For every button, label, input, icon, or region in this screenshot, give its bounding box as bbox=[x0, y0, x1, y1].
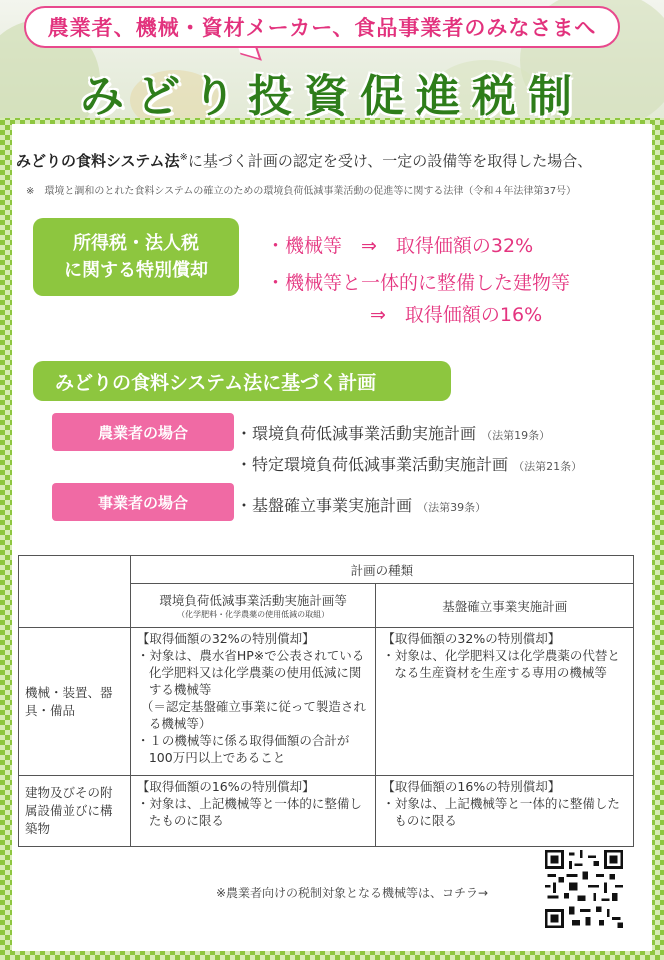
tax-type-line1: 所得税・法人税 bbox=[73, 233, 199, 254]
benefit-machinery: ・機械等 ⇒ 取得価額の32% bbox=[266, 235, 534, 257]
business-plan-text: ・基盤確立事業実施計画 bbox=[236, 496, 413, 515]
business-label: 事業者の場合 bbox=[52, 483, 234, 521]
farmer-label: 農業者の場合 bbox=[52, 413, 234, 451]
law-name: みどりの食料システム法 bbox=[16, 152, 180, 170]
farmer-plan-2-text: ・特定環境負荷低減事業活動実施計画 bbox=[236, 455, 509, 474]
cell-title: 【取得価額の16%の特別償却】 bbox=[382, 779, 561, 794]
cell-item: ・１の機械等に係る取得価額の合計が100万円以上であること bbox=[136, 733, 350, 765]
farmer-plan-1 bbox=[236, 421, 550, 444]
header bbox=[0, 0, 664, 118]
note-mark: ※ bbox=[179, 152, 188, 163]
cell-item: ・対象は、化学肥料又は化学農薬の代替となる生産資材を生産する専用の機械等 bbox=[382, 648, 620, 680]
cell-title: 【取得価額の32%の特別償却】 bbox=[382, 631, 561, 646]
tax-type-line2: に関する特別償却 bbox=[64, 260, 208, 281]
benefit-buildings: ・機械等と一体的に整備した建物等 bbox=[266, 272, 571, 294]
footer-note: ※農業者向けの税制対象となる機械等は、コチラ→ bbox=[216, 886, 489, 900]
benefit-buildings-rate: ⇒ 取得価額の16% bbox=[370, 304, 543, 326]
cell-title: 【取得価額の32%の特別償却】 bbox=[136, 631, 315, 646]
page-title: みどり投資促進税制 bbox=[80, 71, 584, 118]
plan-comparison-table bbox=[18, 555, 634, 847]
table-cell-machinery-plan1 bbox=[130, 628, 376, 776]
intro-text bbox=[16, 150, 592, 171]
farmer-plan-1-text: ・環境負荷低減事業活動実施計画 bbox=[236, 424, 477, 443]
table-col-header-1 bbox=[130, 584, 376, 628]
cell-item: ・対象は、上記機械等と一体的に整備したものに限る bbox=[136, 796, 362, 828]
tax-type-box bbox=[33, 218, 239, 296]
table-cell-buildings-plan2 bbox=[376, 776, 634, 847]
farmer-plan-1-ref: （法第19条） bbox=[481, 429, 551, 442]
cell-item: （＝認定基盤確立事業に従って製造される機械等） bbox=[140, 699, 366, 731]
table-header-plan-types: 計画の種類 bbox=[130, 556, 633, 584]
intro-rest: に基づく計画の認定を受け、一定の設備等を取得した場合、 bbox=[187, 152, 593, 170]
table-cell-machinery-plan2 bbox=[376, 628, 634, 776]
plans-section-title: みどりの食料システム法に基づく計画 bbox=[33, 361, 451, 401]
table-row-head-machinery: 機械・装置、器具・備品 bbox=[19, 628, 131, 776]
table-corner-cell bbox=[19, 556, 131, 628]
audience-banner bbox=[24, 6, 620, 48]
audience-banner-text: 農業者、機械・資材メーカー、食品事業者のみなさまへ bbox=[47, 16, 597, 40]
content-panel bbox=[12, 124, 652, 951]
table-row-head-buildings: 建物及びその附属設備並びに構築物 bbox=[19, 776, 131, 847]
cell-item: ・対象は、上記機械等と一体的に整備したものに限る bbox=[382, 796, 620, 828]
table-col-header-2: 基盤確立事業実施計画 bbox=[376, 584, 634, 628]
table-col-header-1-text: 環境負荷低減事業活動実施計画等 bbox=[159, 593, 347, 608]
law-footnote: ※ 環境と調和のとれた食料システムの確立のための環境負荷低減事業活動の促進等に関する法律（令和４年法律第37号） bbox=[26, 186, 577, 197]
table-col-header-1-sub: （化学肥料・化学農薬の使用低減の取組） bbox=[177, 610, 330, 619]
business-plan-ref: （法第39条） bbox=[417, 501, 487, 514]
cell-title: 【取得価額の16%の特別償却】 bbox=[136, 779, 315, 794]
qr-code[interactable] bbox=[545, 850, 623, 928]
farmer-plan-2 bbox=[236, 452, 582, 475]
business-plan bbox=[236, 493, 486, 516]
farmer-plan-2-ref: （法第21条） bbox=[513, 460, 583, 473]
table-cell-buildings-plan1 bbox=[130, 776, 376, 847]
cell-item: ・対象は、農水省HP※で公表されている化学肥料又は化学農薬の使用低減に関する機械等 bbox=[136, 648, 365, 697]
